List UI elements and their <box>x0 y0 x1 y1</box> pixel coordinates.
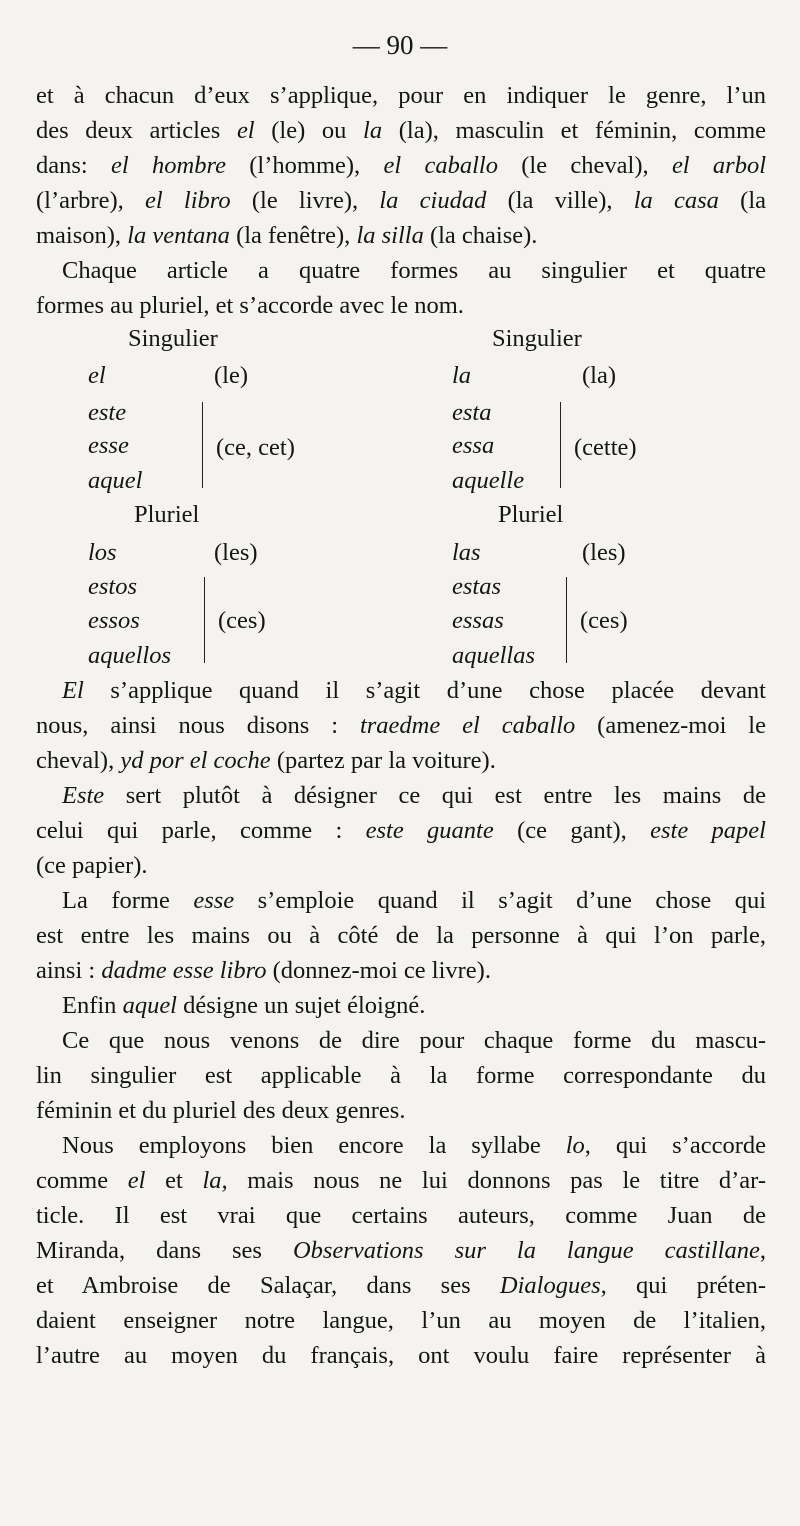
italic-term: El <box>62 677 84 704</box>
article-esta: esta <box>452 399 492 426</box>
italic-term: el <box>127 1167 146 1194</box>
gloss-ces: (ces) <box>218 607 266 634</box>
text-line <box>36 1093 766 1128</box>
brace <box>204 577 205 663</box>
brace <box>566 577 567 663</box>
text-run: l’autre au moyen du français, ont voulu faire représenter à <box>36 1342 766 1369</box>
italic-term: el hombre <box>111 152 226 179</box>
text-run: féminin et du pluriel des deux genres. <box>36 1097 406 1124</box>
gloss-la: (la) <box>582 362 616 389</box>
italic-term: esse <box>193 887 235 914</box>
article-essos: essos <box>88 607 140 634</box>
text-line <box>36 1268 766 1303</box>
text-line <box>36 218 766 253</box>
text-run: (l’homme), <box>225 152 384 179</box>
text-run: (la ville), <box>486 187 634 214</box>
italic-term: el arbol <box>671 152 767 179</box>
article-el: el <box>88 362 106 389</box>
italic-term: lo <box>565 1132 585 1159</box>
page-number: — 90 — <box>352 30 448 60</box>
text-run: (partez par la voiture). <box>270 747 496 774</box>
italic-term: la ventana <box>127 222 230 249</box>
article-aquelle: aquelle <box>452 467 525 494</box>
italic-term: la silla <box>356 222 424 249</box>
text-line <box>36 1128 766 1163</box>
article-esse: esse <box>88 432 129 459</box>
text-run: (la chaise). <box>423 222 538 249</box>
gloss-les: (les) <box>582 539 626 566</box>
article-essas: essas <box>452 607 504 634</box>
article-aquellas: aquellas <box>452 642 536 669</box>
text-line <box>36 148 766 183</box>
text-run: et <box>145 1167 203 1194</box>
text-run: sert plutôt à désigner ce qui est entre les mains de <box>104 782 766 809</box>
text-line <box>36 813 766 848</box>
italic-term: Este <box>62 782 105 809</box>
text-run: (le livre), <box>230 187 380 214</box>
text-line <box>36 113 766 148</box>
italic-term: la, <box>202 1167 228 1194</box>
text-line <box>36 708 766 743</box>
italic-term: la ciudad <box>379 187 487 214</box>
italic-term: el <box>236 117 255 144</box>
text-run: Enfin <box>62 992 123 1019</box>
text-run: formes au pluriel, et s’accorde avec le nom. <box>36 292 464 319</box>
text-run: (la fenêtre), <box>229 222 357 249</box>
text-run: daient enseigner notre langue, l’un au moyen de l’italien, <box>36 1307 766 1334</box>
italic-term: la casa <box>633 187 719 214</box>
text-run: lin singulier est applicable à la forme correspondante du <box>36 1062 766 1089</box>
text-run: Miranda, dans ses <box>36 1237 293 1264</box>
text-run: des deux articles <box>36 117 237 144</box>
italic-term: la <box>363 117 383 144</box>
italic-term: Dialogues, <box>499 1272 607 1299</box>
text-run: (la <box>718 187 766 214</box>
article-las: las <box>452 539 481 566</box>
text-line <box>36 1198 766 1233</box>
brace <box>560 402 561 488</box>
brace <box>202 402 203 488</box>
text-run: s’emploie quand il s’agit d’une chose qui <box>234 887 766 914</box>
text-run: (donnez-moi ce livre). <box>266 957 491 984</box>
masc-plural-heading: Pluriel <box>134 501 200 528</box>
text-run: dans: <box>36 152 112 179</box>
text-run: maison), <box>36 222 128 249</box>
italic-term: Observations sur la langue castillane <box>292 1237 760 1264</box>
text-run: ticle. Il est vrai que certains auteurs, comme Juan de <box>36 1202 766 1229</box>
text-line <box>36 1338 766 1373</box>
text-run: (le cheval), <box>497 152 672 179</box>
italic-term: yd por el coche <box>120 747 271 774</box>
text-run: (amenez-moi le <box>575 712 766 739</box>
masc-singular-heading: Singulier <box>128 325 218 352</box>
text-run: ainsi : <box>36 957 102 984</box>
gloss-cette: (cette) <box>574 434 637 461</box>
text-line <box>36 883 766 918</box>
text-run: comme <box>36 1167 128 1194</box>
intro-paragraph <box>36 78 766 253</box>
rule-paragraph <box>36 253 766 323</box>
text-run: et à chacun d’eux s’applique, pour en indiquer le genre, l’un <box>36 82 766 109</box>
text-line <box>36 183 766 218</box>
fem-singular-heading: Singulier <box>492 325 582 352</box>
text-run: s’applique quand il s’agit d’une chose placée devant <box>83 677 766 704</box>
gloss-ces: (ces) <box>580 607 628 634</box>
italic-term: traedme el caballo <box>359 712 576 739</box>
text-run: nous, ainsi nous disons : <box>36 712 360 739</box>
italic-term: aquel <box>122 992 177 1019</box>
text-run: (la), masculin et féminin, comme <box>382 117 766 144</box>
text-run: (ce papier). <box>36 852 148 879</box>
text-line <box>36 743 766 778</box>
gloss-le: (le) <box>214 362 248 389</box>
gloss-les: (les) <box>214 539 258 566</box>
text-line <box>36 1058 766 1093</box>
article-la: la <box>452 362 472 389</box>
italic-term: el caballo <box>383 152 498 179</box>
text-line <box>36 778 766 813</box>
italic-term: el libro <box>144 187 231 214</box>
italic-term: dadme esse libro <box>101 957 267 984</box>
text-run: désigne un sujet éloigné. <box>177 992 426 1019</box>
text-line <box>36 1163 766 1198</box>
article-los: los <box>88 539 117 566</box>
text-run: cheval), <box>36 747 121 774</box>
body-text <box>36 673 766 1373</box>
text-run: Ce que nous venons de dire pour chaque forme du mascu- <box>62 1027 766 1054</box>
text-run: et Ambroise de Salaçar, dans ses <box>36 1272 500 1299</box>
text-run: est entre les mains ou à côté de la personne à qui l’on parle, <box>36 922 766 949</box>
text-line <box>36 988 766 1023</box>
article-essa: essa <box>452 432 495 459</box>
text-line <box>36 953 766 988</box>
text-run: , <box>759 1237 766 1264</box>
text-run: celui qui parle, comme : <box>36 817 366 844</box>
text-line <box>36 1303 766 1338</box>
article-aquellos: aquellos <box>88 642 172 669</box>
text-run: La forme <box>62 887 194 914</box>
text-line <box>36 1233 766 1268</box>
italic-term: este papel <box>650 817 766 844</box>
text-run: Chaque article a quatre formes au singulier et quatre <box>62 257 766 284</box>
article-estas: estas <box>452 573 501 600</box>
text-run: qui préten- <box>606 1272 766 1299</box>
text-line <box>36 673 766 708</box>
fem-plural-heading: Pluriel <box>498 501 564 528</box>
text-run: Nous employons bien encore la syllabe <box>62 1132 566 1159</box>
text-line <box>36 848 766 883</box>
text-line <box>36 253 766 288</box>
gloss-ce-cet: (ce, cet) <box>216 434 295 461</box>
text-line <box>36 918 766 953</box>
article-aquel: aquel <box>88 467 143 494</box>
text-line <box>36 288 766 323</box>
article-este: este <box>88 399 127 426</box>
text-run: mais nous ne lui donnons pas le titre d’ar- <box>227 1167 766 1194</box>
text-run: (l’arbre), <box>36 187 145 214</box>
text-line <box>36 78 766 113</box>
italic-term: este guante <box>365 817 494 844</box>
text-run: (le) ou <box>254 117 364 144</box>
text-run: (ce gant), <box>493 817 651 844</box>
text-line <box>36 1023 766 1058</box>
text-run: , qui s’accorde <box>584 1132 766 1159</box>
article-estos: estos <box>88 573 137 600</box>
